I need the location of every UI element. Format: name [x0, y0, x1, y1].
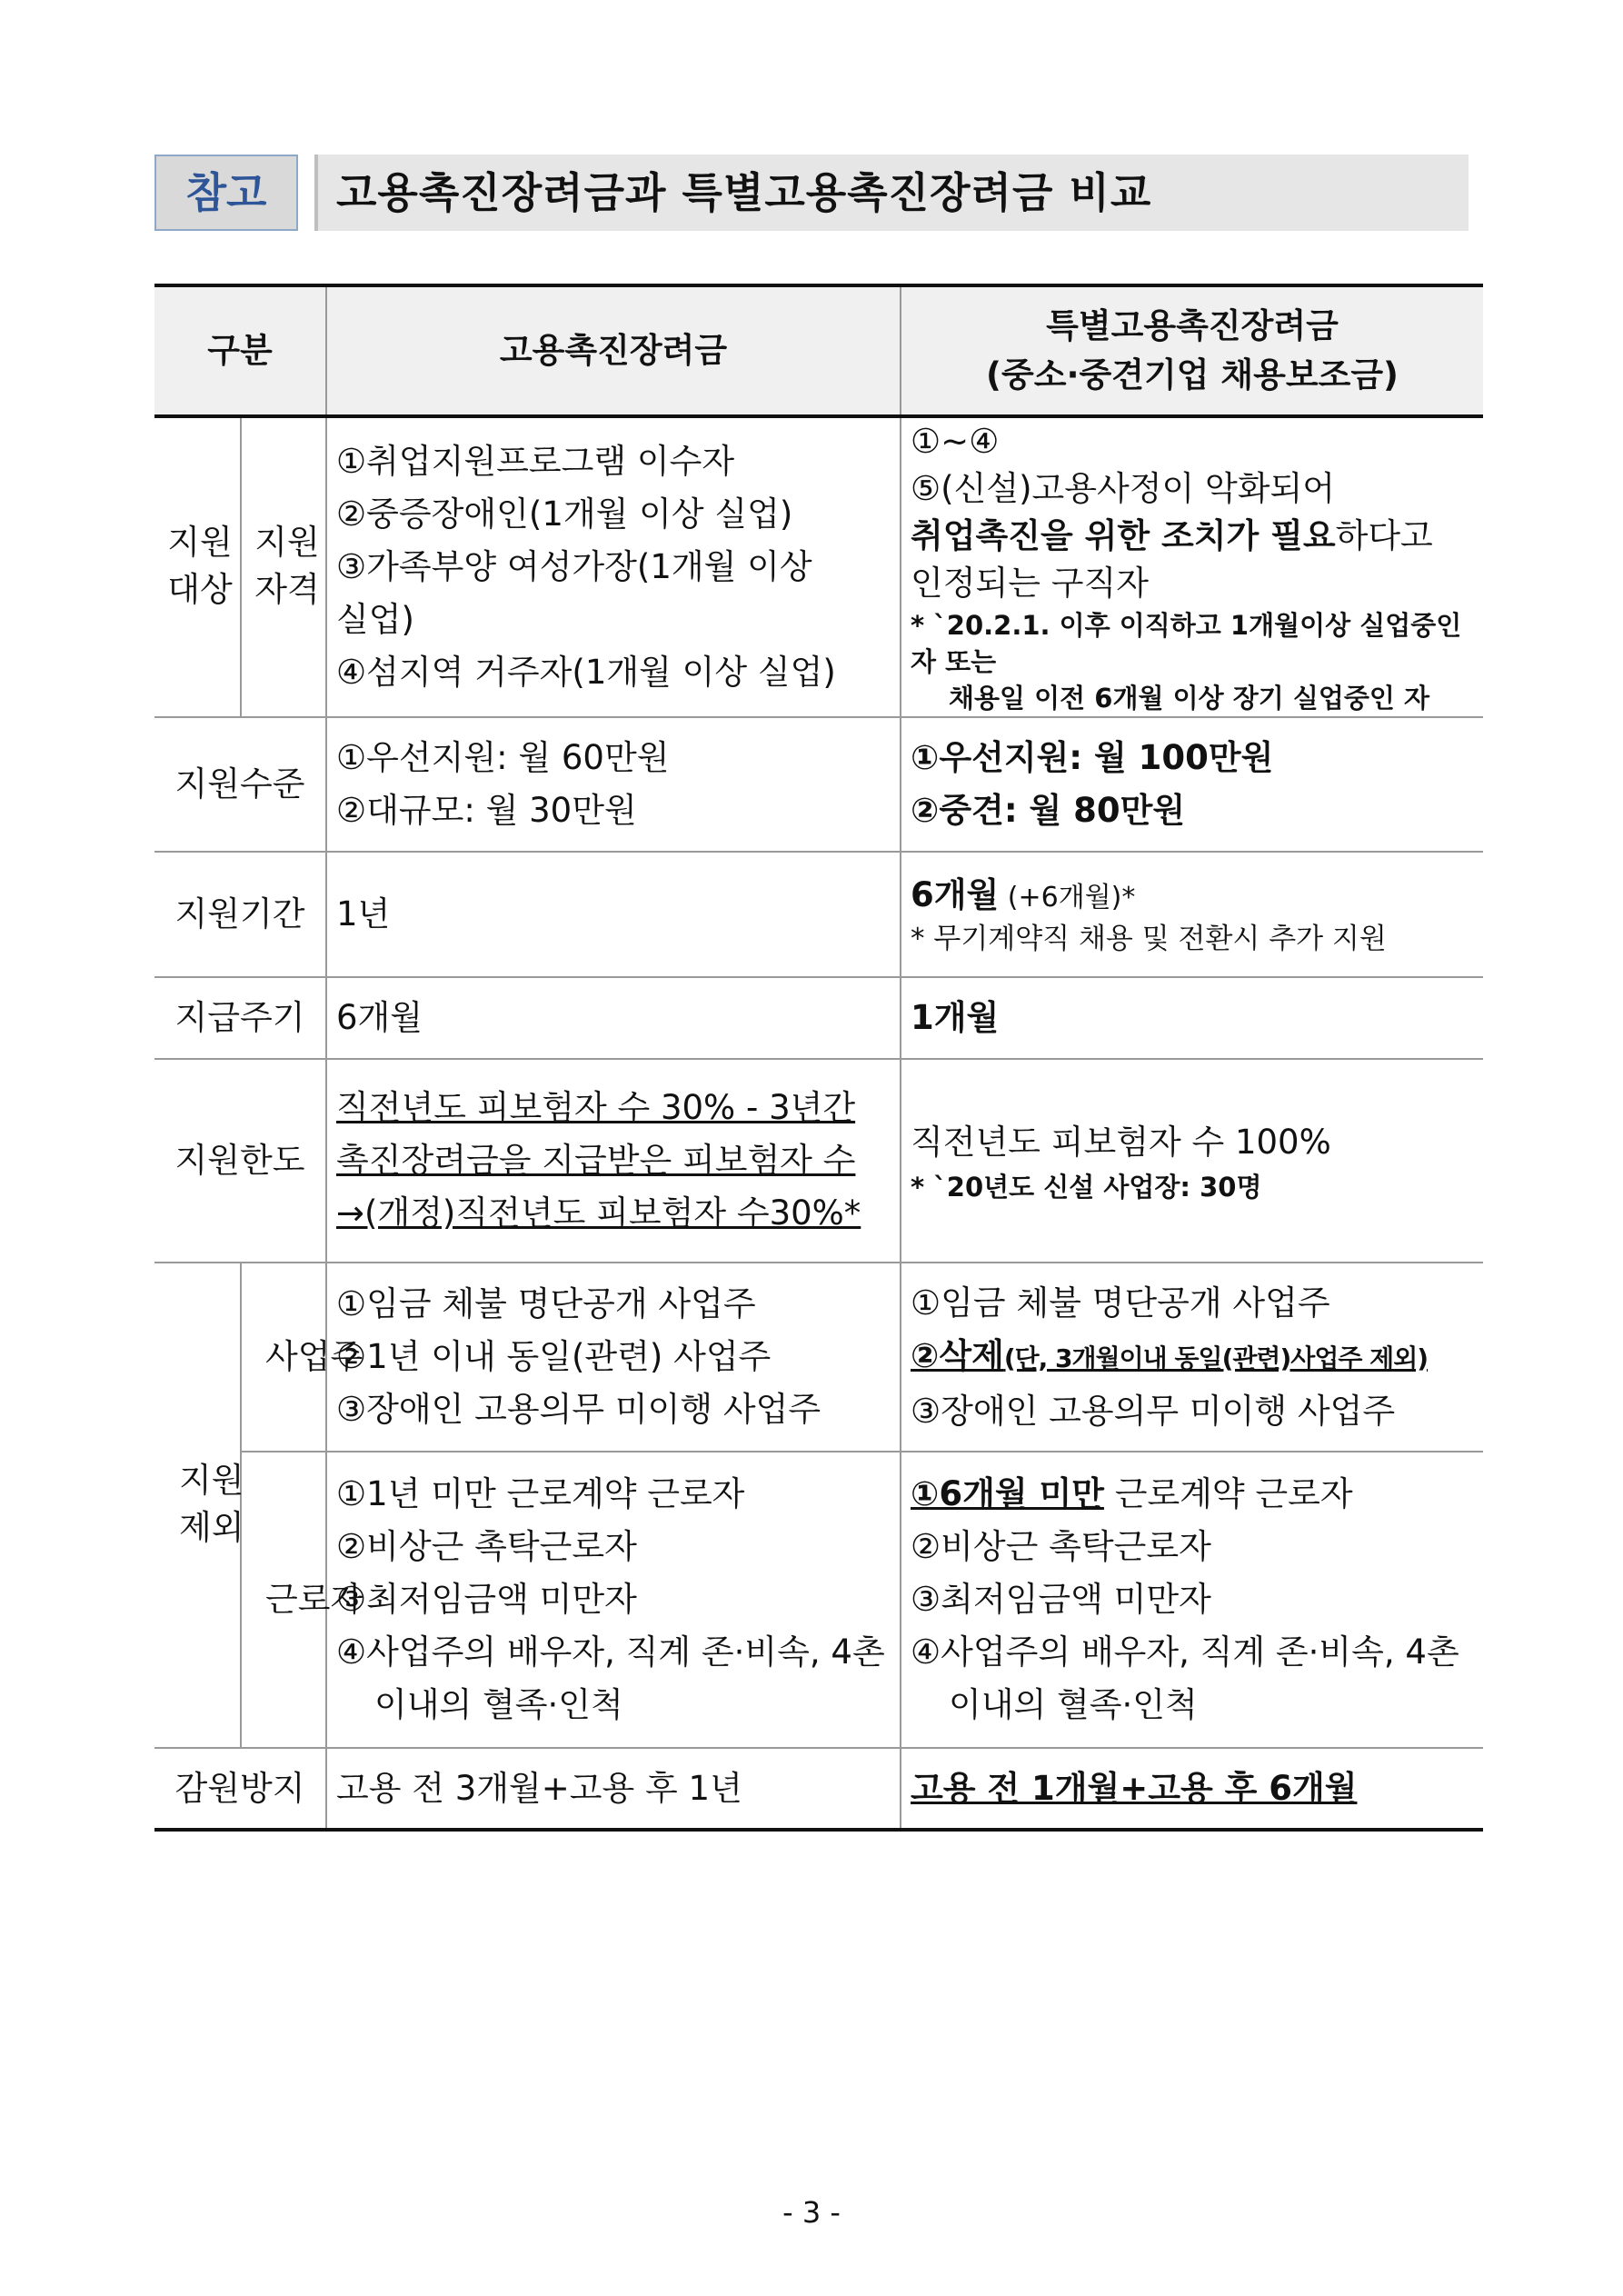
label-period: 지원기간 [154, 852, 326, 977]
worker-col2-item: ③최저임금액 미만자 [911, 1580, 1211, 1619]
prevent-col2: 고용 전 1개월+고용 후 6개월 [901, 1748, 1483, 1830]
section-title: 고용촉진장려금과 특별고용촉진장려금 비교 [314, 155, 1469, 231]
row-exclusion-worker [154, 1452, 1483, 1748]
worker-col1-item: ④사업주의 배우자, 직계 존·비속, 4촌 [336, 1632, 885, 1672]
label-worker: 근로자 [241, 1452, 326, 1748]
label-level: 지원수준 [154, 717, 326, 852]
period-col2-note: * 무기계약직 채용 및 전환시 추가 지원 [911, 922, 1387, 955]
worker-col2 [901, 1452, 1483, 1748]
target-col2-note: * `20.2.1. 이후 이직하고 1개월이상 실업중인 자 또는 [911, 610, 1462, 677]
period-col2-bold: 6개월 [911, 874, 1000, 914]
target-col2-item: 인정되는 구직자 [911, 564, 1149, 603]
table-header-row [154, 285, 1483, 416]
header-category: 구분 [154, 285, 326, 416]
reference-badge: 참고 [154, 155, 298, 231]
prevent-col1: 고용 전 3개월+고용 후 1년 [326, 1748, 901, 1830]
label-prevent: 감원방지 [154, 1748, 326, 1830]
employer-col2-item [911, 1330, 1474, 1385]
target-col1-item: ③가족부양 여성가장(1개월 이상 실업) [336, 547, 812, 639]
row-cycle [154, 977, 1483, 1059]
limit-col1-item: →(개정)직전년도 피보험자 수30%* [336, 1193, 861, 1233]
comparison-table [154, 284, 1483, 1832]
period-col2-extra: (+6개월)* [999, 881, 1136, 913]
period-col2-main [911, 873, 1474, 921]
worker-col1-item: ①1년 미만 근로계약 근로자 [336, 1474, 745, 1513]
employer-col2-bold: ②삭제 [911, 1335, 1004, 1375]
header-col1: 고용촉진장려금 [326, 285, 901, 416]
level-col1 [326, 717, 901, 852]
row-period [154, 852, 1483, 977]
period-col2 [901, 852, 1483, 977]
level-col2 [901, 717, 1483, 852]
row-target [154, 416, 1483, 717]
header-col2 [901, 285, 1483, 416]
level-col1-item: ①우선지원: 월 60만원 [336, 738, 670, 777]
row-limit [154, 1059, 1483, 1263]
employer-col1-item: ②1년 이내 동일(관련) 사업주 [336, 1337, 772, 1376]
employer-col1 [326, 1263, 901, 1452]
limit-col2-note: * `20년도 신설 사업장: 30명 [911, 1172, 1262, 1203]
period-col1: 1년 [326, 852, 901, 977]
target-col1-item: ①취업지원프로그램 이수자 [336, 442, 735, 481]
label-target: 지원 대상 [154, 416, 241, 717]
target-col1-item: ④섬지역 거주자(1개월 이상 실업) [336, 653, 836, 692]
label-qualification: 지원 자격 [241, 416, 326, 717]
target-col2 [901, 416, 1483, 717]
target-col2-rest: 하다고 [1335, 516, 1433, 555]
worker-col2-rest: 근로계약 근로자 [1103, 1474, 1353, 1513]
worker-col2-bold: ①6개월 미만 [911, 1474, 1104, 1513]
limit-col2-item: 직전년도 피보험자 수 100% [911, 1123, 1331, 1162]
worker-col1-item: 이내의 혈족·인척 [374, 1685, 623, 1724]
row-exclusion-employer [154, 1263, 1483, 1452]
label-employer: 사업주 [241, 1263, 326, 1452]
target-col2-item: ⑤(신설)고용사정이 악화되어 [911, 469, 1335, 508]
employer-col2-bold-small: (단, 3개월이내 동일(관련)사업주 제외) [1003, 1343, 1429, 1373]
limit-col1-item: 직전년도 피보험자 수 30% - 3년간 [336, 1088, 856, 1127]
level-col1-item: ②대규모: 월 30만원 [336, 791, 637, 830]
label-cycle: 지급주기 [154, 977, 326, 1059]
cycle-col2: 1개월 [901, 977, 1483, 1059]
level-col2-item: ②중견: 월 80만원 [911, 791, 1186, 830]
employer-col1-item: ①임금 체불 명단공개 사업주 [336, 1284, 756, 1323]
employer-col2 [901, 1263, 1483, 1452]
target-col2-bold: 취업촉진을 위한 조치가 필요 [911, 516, 1336, 555]
employer-col2-item: ③장애인 고용의무 미이행 사업주 [911, 1391, 1396, 1431]
header-col2-title: 특별고용촉진장려금 [1046, 306, 1339, 345]
limit-col1-item: 촉진장려금을 지급받은 피보험자 수 [336, 1141, 856, 1180]
page-number: - 3 - [782, 2195, 841, 2230]
target-col2-item: ①~④ [911, 422, 1000, 461]
cycle-col1: 6개월 [326, 977, 901, 1059]
target-col1-item: ②중증장애인(1개월 이상 실업) [336, 494, 793, 534]
target-col2-item [911, 513, 1474, 560]
row-prevent [154, 1748, 1483, 1830]
target-col1 [326, 416, 901, 717]
worker-col1 [326, 1452, 901, 1748]
limit-col2 [901, 1059, 1483, 1263]
employer-col2-item: ①임금 체불 명단공개 사업주 [911, 1283, 1330, 1323]
worker-col2-item: ②비상근 촉탁근로자 [911, 1527, 1211, 1566]
row-level [154, 717, 1483, 852]
limit-col1 [326, 1059, 901, 1263]
worker-col1-item: ③최저임금액 미만자 [336, 1580, 637, 1619]
worker-col2-item: 이내의 혈족·인척 [949, 1685, 1198, 1724]
header-col2-subtitle: (중소·중견기업 채용보조금) [986, 355, 1399, 394]
worker-col2-item: ④사업주의 배우자, 직계 존·비속, 4촌 [911, 1632, 1459, 1672]
target-col2-note: 채용일 이전 6개월 이상 장기 실업중인 자 [949, 683, 1429, 714]
employer-col1-item: ③장애인 고용의무 미이행 사업주 [336, 1390, 821, 1429]
worker-col1-item: ②비상근 촉탁근로자 [336, 1527, 637, 1566]
worker-col2-item [911, 1468, 1474, 1521]
section-header [154, 155, 1469, 233]
level-col2-item: ①우선지원: 월 100만원 [911, 738, 1274, 777]
label-limit: 지원한도 [154, 1059, 326, 1263]
label-exclusion: 지원 제외 [154, 1263, 241, 1748]
